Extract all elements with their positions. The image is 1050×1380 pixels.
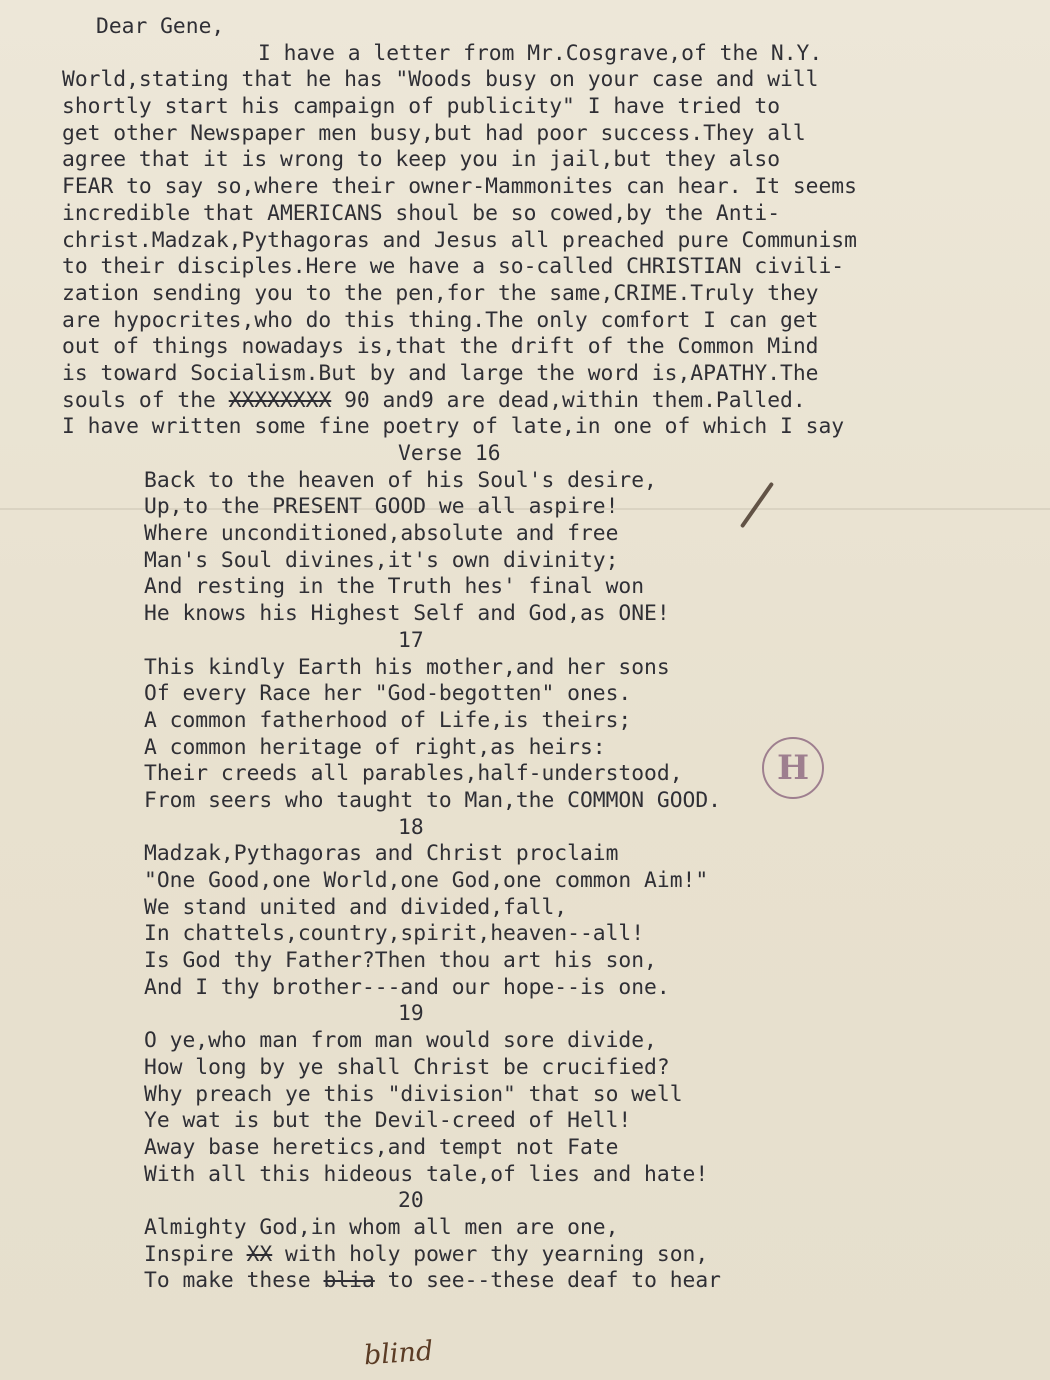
verse-line: Madzak,Pythagoras and Christ proclaim xyxy=(144,841,619,867)
paragraph-line: out of things nowadays is,that the drift of the Common Mind xyxy=(62,334,819,360)
paragraph-line-poetry: I have written some fine poetry of late,in one of which I say xyxy=(62,414,845,440)
verse-line: Their creeds all parables,half-understood, xyxy=(144,761,683,787)
verse-line: Back to the heaven of his Soul's desire, xyxy=(144,467,657,493)
verse-number: 17 xyxy=(398,627,424,653)
text-segment: souls of the xyxy=(62,387,229,413)
paragraph-line: zation sending you to the pen,for the same,CRIME.Truly they xyxy=(62,280,819,306)
verse-line: In chattels,country,spirit,heaven--all! xyxy=(144,921,645,947)
letter-paragraph xyxy=(62,41,1042,441)
verse-line: O ye,who man from man would sore divide, xyxy=(144,1028,657,1054)
handwritten-correction: blind xyxy=(363,1335,435,1372)
verse-line: Is God thy Father?Then thou art his son, xyxy=(144,948,657,974)
paragraph-line: are hypocrites,who do this thing.The only comfort I can get xyxy=(62,307,819,333)
paragraph-line: christ.Madzak,Pythagoras and Jesus all preached pure Communism xyxy=(62,227,857,253)
verse-line: This kindly Earth his mother,and her sons xyxy=(144,654,670,680)
verse-19 xyxy=(62,1001,1042,1188)
verse-number: 19 xyxy=(398,1001,424,1027)
verse-number: Verse 16 xyxy=(398,441,501,466)
verse-line xyxy=(62,1242,1042,1269)
paragraph-line-souls xyxy=(62,388,1042,415)
text-segment: Inspire xyxy=(144,1241,247,1267)
verse-line: Where unconditioned,absolute and free xyxy=(144,521,619,547)
verse-line: And I thy brother---and our hope--is one. xyxy=(144,974,670,1000)
verse-number: 20 xyxy=(398,1188,424,1214)
paragraph-line: to their disciples.Here we have a so-called CHRISTIAN civili- xyxy=(62,254,845,280)
verse-number: 18 xyxy=(398,814,424,840)
text-segment: 90 and9 are dead,within them.Palled. xyxy=(331,387,806,413)
verse-line: Ye wat is but the Devil-creed of Hell! xyxy=(144,1108,632,1134)
paragraph-line: shortly start his campaign of publicity" I have tried to xyxy=(62,94,781,120)
typed-letter xyxy=(62,14,1042,1295)
paragraph-line: FEAR to say so,where their owner-Mammonites can hear. It seems xyxy=(62,174,857,200)
verse-line: He knows his Highest Self and God,as ONE! xyxy=(144,601,670,627)
verse-17 xyxy=(62,628,1042,815)
paragraph-line: incredible that AMERICANS shoul be so cowed,by the Anti- xyxy=(62,200,781,226)
verse-16 xyxy=(62,441,1042,628)
paragraph-line: World,stating that he has "Woods busy on your case and will xyxy=(62,67,819,93)
verse-20 xyxy=(62,1188,1042,1295)
verse-line: Why preach ye this "division" that so well xyxy=(144,1081,683,1107)
verse-line: Man's Soul divines,it's own divinity; xyxy=(144,547,619,573)
text-segment: to see--these deaf to hear xyxy=(374,1268,722,1294)
verse-line xyxy=(62,1268,1042,1295)
struck-out-text: XXXXXXXX xyxy=(228,387,332,413)
verse-18 xyxy=(62,815,1042,1002)
ink-stamp-seal xyxy=(762,737,824,799)
verse-line: Of every Race her "God-begotten" ones. xyxy=(144,681,632,707)
verse-line: We stand united and divided,fall, xyxy=(144,894,568,920)
text-segment: To make these xyxy=(144,1268,324,1294)
verse-line: How long by ye shall Christ be crucified? xyxy=(144,1054,670,1080)
paragraph-line: is toward Socialism.But by and large the word is,APATHY.The xyxy=(62,360,819,386)
paragraph-line: agree that it is wrong to keep you in jail,but they also xyxy=(62,147,781,173)
verse-line: From seers who taught to Man,the COMMON GOOD. xyxy=(144,787,721,813)
verse-line: And resting in the Truth hes' final won xyxy=(144,574,645,600)
verse-line: A common heritage of right,as heirs: xyxy=(144,734,606,760)
struck-out-text: XX xyxy=(246,1241,273,1267)
text-segment: with holy power thy yearning son, xyxy=(272,1241,709,1267)
verse-line: Almighty God,in whom all men are one, xyxy=(144,1214,619,1240)
paragraph-line: get other Newspaper men busy,but had poor success.They all xyxy=(62,120,806,146)
verse-line: With all this hideous tale,of lies and hate! xyxy=(144,1161,709,1187)
verse-line: Up,to the PRESENT GOOD we all aspire! xyxy=(144,494,619,520)
verse-line: A common fatherhood of Life,is theirs; xyxy=(144,707,632,733)
paragraph-line: I have a letter from Mr.Cosgrave,of the N.Y. xyxy=(258,40,823,66)
stamp-letter: H xyxy=(776,748,810,788)
verse-line: Away base heretics,and tempt not Fate xyxy=(144,1134,619,1160)
salutation: Dear Gene, xyxy=(96,14,225,39)
verse-line: "One Good,one World,one God,one common Aim!" xyxy=(144,868,709,893)
struck-out-text: blia xyxy=(323,1268,375,1294)
